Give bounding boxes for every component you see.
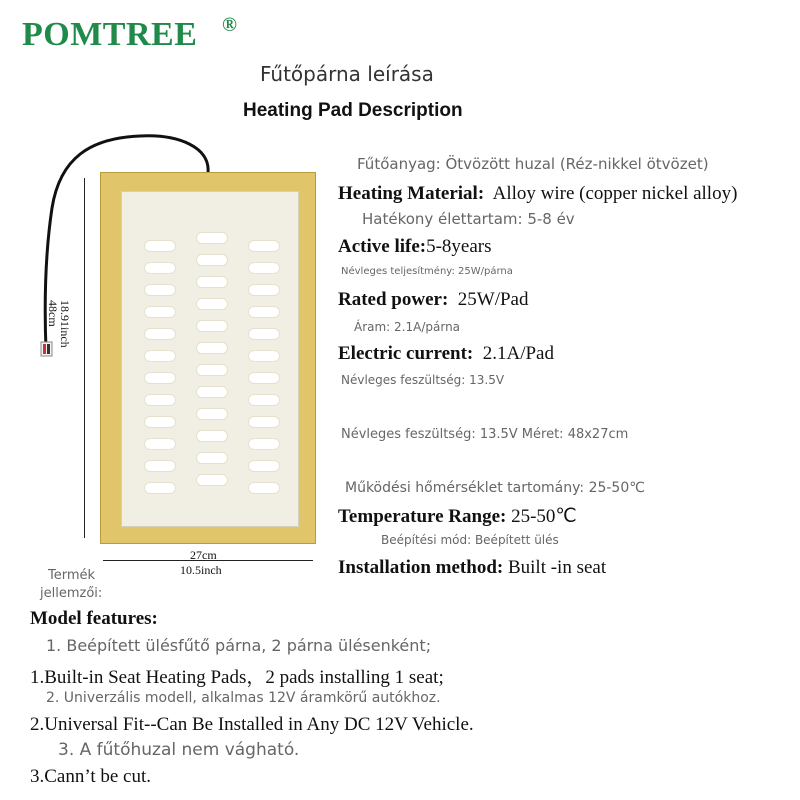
rated-power-label: Rated power: [338,289,449,310]
features-heading-hu-line2: jellemzői: [40,586,103,601]
pad-slot [144,482,176,494]
pad-slot [248,438,280,450]
pad-slot [144,240,176,252]
heating-pad-core [121,191,299,527]
pad-slot [144,306,176,318]
feature-3-hu: 3. A fűtőhuzal nem vágható. [58,740,300,760]
feature-3-en: 3.Cann’t be cut. [30,766,152,787]
active-life-hu: Hatékony élettartam: 5-8 év [362,210,575,228]
pad-slot [248,416,280,428]
pad-slot [144,460,176,472]
pad-slot [144,372,176,384]
pad-slot [248,284,280,296]
electric-current-en [338,343,554,365]
pad-width-cm: 27cm [190,548,217,562]
heating-material-en [338,183,737,205]
pad-slot [196,298,228,310]
pad-slot [144,394,176,406]
title-english: Heating Pad Description [243,100,463,121]
pad-slot [196,364,228,376]
electric-current-hu: Áram: 2.1A/párna [354,320,461,334]
temperature-value: 25-50℃ [511,506,577,527]
rated-voltage-hu: Névleges feszültség: 13.5V [341,373,505,387]
rated-power-en [338,289,529,311]
installation-hu: Beépítési mód: Beépített ülés [381,533,559,547]
pad-width-inch: 10.5inch [180,563,222,577]
pad-slot [248,372,280,384]
temperature-label: Temperature Range: [338,506,507,527]
pad-slot [196,320,228,332]
pad-slot [248,262,280,274]
electric-current-value: 2.1A/Pad [482,343,554,364]
feature-2-en: 2.Universal Fit--Can Be Installed in Any DC 12V Vehicle. [30,714,474,735]
feature-1-hu: 1. Beépített ülésfűtő párna, 2 párna ülésenként; [46,636,432,655]
installation-value: Built -in seat [507,557,607,578]
pad-slot [144,416,176,428]
pad-slot [196,408,228,420]
pad-slot [196,342,228,354]
temperature-en [338,505,577,528]
pad-slot [196,254,228,266]
pad-slot [196,232,228,244]
feature-2-hu: 2. Univerzális modell, alkalmas 12V áramkörű autókhoz. [46,690,441,706]
pad-slot [196,430,228,442]
pad-slot [144,438,176,450]
pad-slot [196,474,228,486]
pad-slot [248,328,280,340]
feature-1-en: 1.Built-in Seat Heating Pads，2 pads installing 1 seat; [30,667,444,688]
pad-slot [248,350,280,362]
installation-label: Installation method: [338,557,504,578]
active-life-label: Active life: [338,236,427,257]
pad-slot [196,386,228,398]
active-life-en [338,236,492,258]
heating-pad-image [100,172,316,544]
features-heading-hu-line1: Termék [48,568,96,583]
active-life-value: 5-8years [426,236,492,257]
pad-slot [144,284,176,296]
rated-voltage-size-hu: Névleges feszültség: 13.5V Méret: 48x27cm [341,427,629,442]
pad-slot [144,262,176,274]
installation-en [338,557,606,579]
pad-slot [248,460,280,472]
electric-current-label: Electric current: [338,343,474,364]
pad-slot [196,276,228,288]
heating-material-label: Heating Material: [338,183,485,204]
brand-logo: POMTREE [22,16,198,53]
pad-slot [196,452,228,464]
features-heading-en: Model features: [30,608,158,629]
pad-slot [144,350,176,362]
pad-slot [144,328,176,340]
pad-slot [248,240,280,252]
pad-slot [248,482,280,494]
pad-slot [248,306,280,318]
registered-mark: ® [222,14,237,36]
pad-height-inch: 18.91inch [58,300,72,348]
rated-power-value: 25W/Pad [457,289,529,310]
heating-material-value: Alloy wire (copper nickel alloy) [492,183,738,204]
height-dimension-line [84,178,85,538]
heating-material-hu: Fűtőanyag: Ötvözött huzal (Réz-nikkel ötvözet) [357,155,709,173]
title-hungarian: Fűtőpárna leírása [260,62,434,86]
pad-height-cm: 48cm [46,300,60,327]
temperature-hu: Működési hőmérséklet tartomány: 25-50℃ [345,480,645,496]
rated-power-hu: Névleges teljesítmény: 25W/párna [341,266,513,277]
pad-slot [248,394,280,406]
